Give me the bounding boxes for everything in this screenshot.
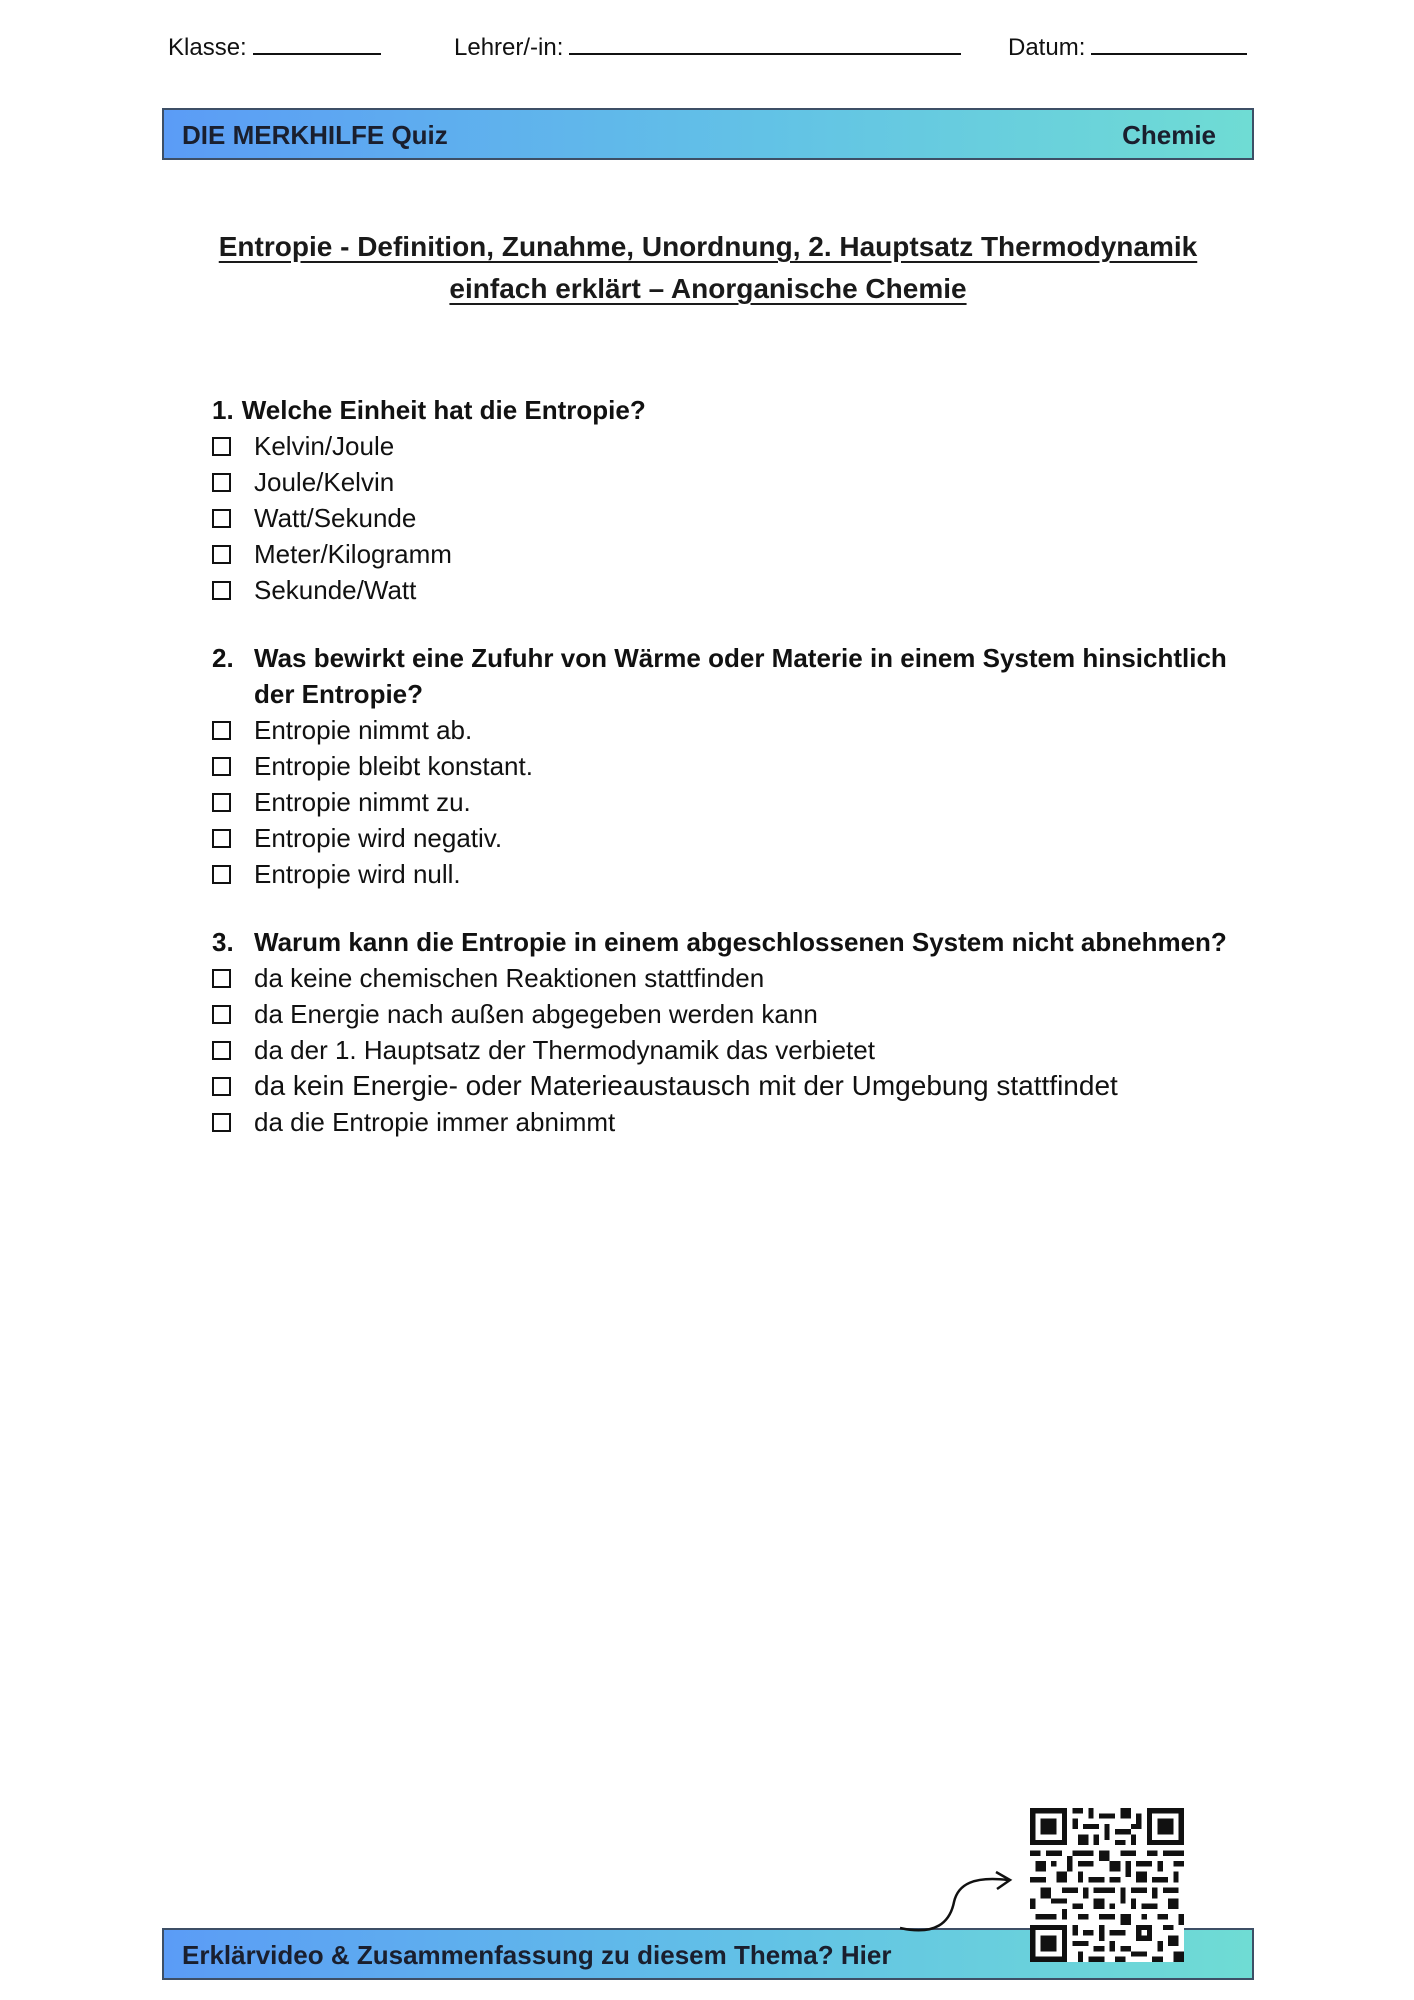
option-label: Entropie bleibt konstant. [254, 750, 533, 781]
checkbox[interactable] [212, 721, 231, 740]
qr-code-icon[interactable] [1030, 1808, 1184, 1962]
question-number: 3. [212, 927, 234, 957]
answer-option[interactable] [212, 1104, 1232, 1140]
checkbox[interactable] [212, 865, 231, 884]
title-line-2: einfach erklärt – Anorganische Chemie [449, 273, 967, 304]
answer-option[interactable] [212, 428, 1232, 464]
subject-label: Chemie [1122, 120, 1216, 150]
option-label: da Energie nach außen abgegeben werden kann [254, 998, 818, 1029]
question-number: 1. [212, 395, 234, 425]
datum-field[interactable] [1008, 34, 1247, 62]
answer-option[interactable] [212, 996, 1232, 1032]
answer-option[interactable] [212, 536, 1232, 572]
klasse-blank-line[interactable] [253, 35, 381, 55]
checkbox[interactable] [212, 829, 231, 848]
video-link-text[interactable]: Erklärvideo & Zusammenfassung zu diesem Thema? Hier [182, 1940, 892, 1970]
answer-option[interactable] [212, 748, 1232, 784]
answer-option[interactable] [212, 500, 1232, 536]
checkbox[interactable] [212, 437, 231, 456]
option-label: Entropie nimmt zu. [254, 786, 471, 817]
question-heading [212, 392, 1232, 428]
option-label: Entropie wird negativ. [254, 822, 503, 853]
question-number: 2. [212, 643, 234, 673]
checkbox[interactable] [212, 581, 231, 600]
lehrer-label: Lehrer/-in: [454, 34, 564, 61]
question-heading [212, 640, 1232, 712]
klasse-label: Klasse: [168, 34, 247, 61]
option-label: Entropie wird null. [254, 858, 461, 889]
option-label: da die Entropie immer abnimmt [254, 1106, 616, 1137]
answer-option[interactable] [212, 1032, 1232, 1068]
checkbox[interactable] [212, 1113, 231, 1132]
answer-option[interactable] [212, 712, 1232, 748]
checkbox[interactable] [212, 1077, 231, 1096]
worksheet-title [162, 226, 1254, 310]
top-banner [162, 108, 1254, 160]
option-label: Sekunde/Watt [254, 574, 417, 605]
checkbox[interactable] [212, 1041, 231, 1060]
checkbox[interactable] [212, 545, 231, 564]
answer-option[interactable] [212, 464, 1232, 500]
answer-option[interactable] [212, 1068, 1232, 1104]
option-label: Kelvin/Joule [254, 430, 395, 461]
klasse-field[interactable] [168, 34, 381, 62]
datum-label: Datum: [1008, 34, 1086, 61]
answer-option[interactable] [212, 820, 1232, 856]
option-label: da der 1. Hauptsatz der Thermodynamik das verbietet [254, 1034, 875, 1065]
option-label: da kein Energie- oder Materieaustausch mit der Umgebung stattfindet [254, 1070, 1118, 1101]
answer-option[interactable] [212, 572, 1232, 608]
lehrer-blank-line[interactable] [569, 35, 961, 55]
question-3 [212, 924, 1232, 1140]
question-text: Warum kann die Entropie in einem abgeschlossenen System nicht abnehmen? [254, 927, 1227, 957]
question-heading [212, 924, 1232, 960]
answer-option[interactable] [212, 960, 1232, 996]
checkbox[interactable] [212, 757, 231, 776]
checkbox[interactable] [212, 1005, 231, 1024]
datum-blank-line[interactable] [1091, 35, 1247, 55]
question-2 [212, 640, 1232, 892]
question-1 [212, 392, 1232, 608]
checkbox[interactable] [212, 473, 231, 492]
option-label: da keine chemischen Reaktionen stattfinden [254, 962, 765, 993]
quiz-brand-title: DIE MERKHILFE Quiz [182, 120, 448, 150]
answer-option[interactable] [212, 784, 1232, 820]
checkbox[interactable] [212, 509, 231, 528]
quiz-body [212, 392, 1232, 1172]
option-label: Entropie nimmt ab. [254, 714, 473, 745]
lehrer-field[interactable] [454, 34, 961, 62]
question-text: Was bewirkt eine Zufuhr von Wärme oder Materie in einem System hinsichtlich der Entropie? [254, 643, 1227, 709]
option-label: Joule/Kelvin [254, 466, 395, 497]
curved-arrow-icon [896, 1862, 1026, 1954]
question-text: Welche Einheit hat die Entropie? [241, 395, 646, 425]
header-fields [168, 34, 1258, 68]
checkbox[interactable] [212, 969, 231, 988]
checkbox[interactable] [212, 793, 231, 812]
option-label: Watt/Sekunde [254, 502, 417, 533]
title-line-1: Entropie - Definition, Zunahme, Unordnung, 2. Hauptsatz Thermodynamik [218, 231, 1198, 262]
answer-option[interactable] [212, 856, 1232, 892]
option-label: Meter/Kilogramm [254, 538, 452, 569]
